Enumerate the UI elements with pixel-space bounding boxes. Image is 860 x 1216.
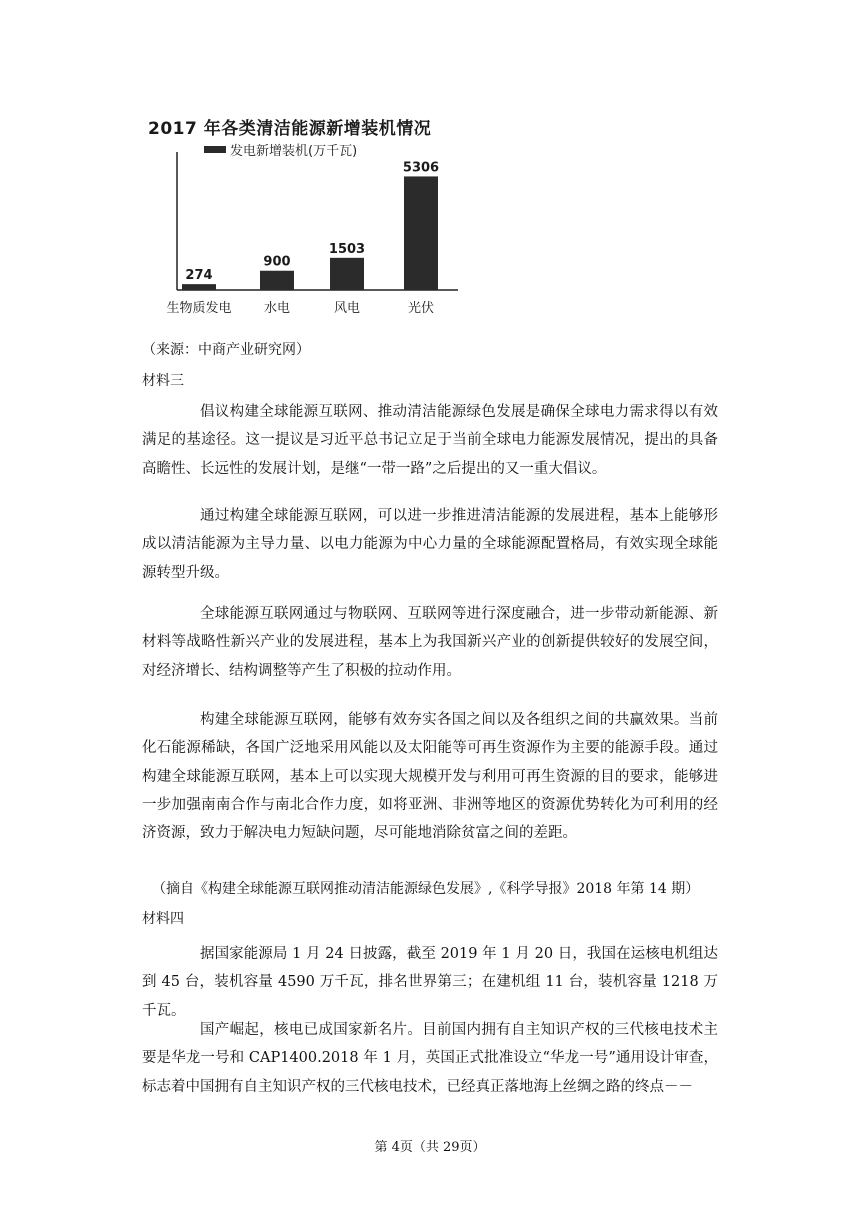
category-label-2: 风电 [333,301,361,316]
material3-paragraph: 倡议构建全球能源互联网、推动清洁能源绿色发展是确保全球电力需求得以有效满足的基途径。这一提议是习近平总书记立足于当前全球电力能源发展情况，提出的具备高瞻性、长远性的发展计划，是继“一带一路”之后提出的又一重大倡议。 [142,404,718,477]
material3-paragraph: 通过构建全球能源互联网，可以进一步推进清洁能源的发展进程，基本上能够形成以清洁能源为主导力量、以电力能源为中心力量的全球能源配置格局，有效实现全球能源转型升级。 [142,508,718,581]
category-label-0: 生物质发电 [166,301,232,316]
data-label-1: 900 [263,254,291,270]
chart-title: 2017 年各类清洁能源新增装机情况 [148,119,432,139]
data-label-2: 1503 [328,241,366,257]
bar-2 [330,258,364,290]
material4-paragraph: 据国家能源局 1 月 24 日披露，截至 2019 年 1 月 20 日，我国在运核电机组达到 45 台，装机容量 4590 万千瓦，排名世界第三；在建机组 11 台，装机容量 1218 万千瓦。 [142,946,718,1019]
material3-paragraph: 构建全球能源互联网，能够有效夯实各国之间以及各组织之间的共赢效果。当前化石能源稀缺，各国广泛地采用风能以及太阳能等可再生资源作为主要的能源手段。通过构建全球能源互联网，基本上可以实现大规模开发与利用可再生资源的目的要求，能够进一步加强南南合作与南北合作力度，如将亚洲、非洲等地区的资源优势转化为可利用的经济资源，致力于解决电力短缺问题，尽可能地消除贫富之间的差距。 [142,712,718,842]
bar-chart [140,110,470,330]
material4-paragraph: 国产崛起，核电已成国家新名片。目前国内拥有自主知识产权的三代核电技术主要是华龙一号和 CAP1400.2018 年 1 月，英国正式批准设立“华龙一号”通用设计审查，标志着中国拥有自主知识产权的三代核电技术，已经真正落地海上丝绸之路的终点－－ [142,1022,718,1095]
bar-1 [260,271,294,290]
data-label-0: 274 [185,268,213,284]
bar-0 [182,284,216,290]
chart-legend [204,140,357,159]
legend-label: 发电新增装机(万千瓦) [230,144,358,159]
data-label-3: 5306 [402,160,440,176]
category-label-3: 光伏 [407,301,435,316]
material3-heading: 材料三 [142,373,184,389]
material4-heading: 材料四 [142,911,184,927]
material3-citation: （摘自《构建全球能源互联网推动清洁能源绿色发展》,《科学导报》2018 年第 14 期） [152,881,700,897]
page-footer: 第 4页（共 29页） [374,1140,486,1155]
legend-swatch [204,146,226,153]
category-label-1: 水电 [263,301,291,316]
bar-3 [404,176,438,290]
chart-source: （来源：中商产业研究网） [142,342,310,358]
material3-paragraph: 全球能源互联网通过与物联网、互联网等进行深度融合，进一步带动新能源、新材料等战略性新兴产业的发展进程，基本上为我国新兴产业的创新提供较好的发展空间，对经济增长、结构调整等产生了积极的拉动作用。 [142,606,718,679]
